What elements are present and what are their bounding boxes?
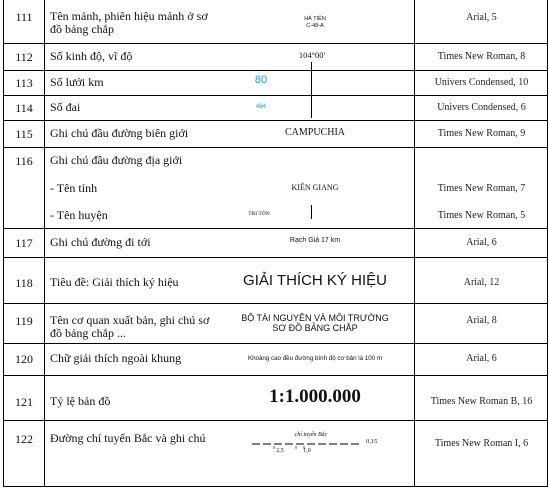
row-description: Ghi chú đường đi tới bbox=[50, 235, 151, 249]
sample-outside-note: Khoảng cao đều đường bình độ cơ bản là 100 m bbox=[247, 355, 383, 362]
tropic-gap-length: 1,0 bbox=[303, 448, 311, 454]
sample-legend-title: GIẢI THÍCH KÝ HIỆU bbox=[243, 272, 387, 289]
row-number: 118 bbox=[15, 276, 33, 290]
sample-sheet-name-line1: HÀ TIÊN bbox=[304, 16, 326, 22]
tropic-dash-length: 2,5 bbox=[276, 448, 284, 454]
row-number: 120 bbox=[15, 352, 33, 366]
row-description: Đường chí tuyến Bắc và ghi chú bbox=[50, 431, 206, 445]
column-divider bbox=[414, 0, 415, 486]
row-description: Số lưới km bbox=[50, 75, 104, 89]
row-description: - Tên huyện bbox=[50, 208, 108, 222]
row-number: 112 bbox=[15, 50, 33, 64]
row-divider bbox=[4, 303, 547, 304]
row-number: 111 bbox=[15, 10, 33, 24]
row-font-spec: Arial, 6 bbox=[466, 353, 497, 364]
row-font-spec: Arial, 5 bbox=[466, 12, 497, 23]
row-font-spec: Times New Roman B, 16 bbox=[430, 396, 533, 407]
sample-border-label: CAMPUCHIA bbox=[284, 127, 345, 138]
sample-road-destination: Rạch Giá 17 km bbox=[289, 237, 341, 244]
sample-sheet-name-line2: C-48-A bbox=[306, 23, 324, 29]
sample-province-label: KIÊN GIANG bbox=[291, 183, 339, 192]
row-divider bbox=[4, 375, 547, 376]
row-font-spec: Arial, 6 bbox=[466, 237, 497, 248]
boundary-tick bbox=[311, 205, 312, 219]
row-description: Số kinh độ, vĩ độ bbox=[50, 49, 133, 63]
row-number: 114 bbox=[15, 101, 33, 115]
sample-tropic-label: chí tuyến Bắc bbox=[294, 432, 328, 438]
row-font-spec: Univers Condensed, 10 bbox=[434, 77, 529, 88]
row-number: 121 bbox=[15, 395, 33, 409]
column-divider bbox=[44, 0, 45, 486]
row-description: Tỷ lệ bản đồ bbox=[50, 394, 111, 408]
row-number: 113 bbox=[15, 76, 33, 90]
tropic-line-width: 0,15 bbox=[366, 438, 378, 445]
row-description: - Tên tỉnh bbox=[50, 181, 98, 195]
row-number: 117 bbox=[15, 236, 33, 250]
row-description: Tên mảnh, phiên hiệu mảnh ở sơ đồ bảng chắp bbox=[50, 9, 208, 36]
row-font-spec: Univers Condensed, 6 bbox=[437, 102, 526, 113]
sample-longitude: 104°00' bbox=[298, 50, 326, 60]
row-description: Ghi chú đầu đường địa giới bbox=[50, 153, 183, 167]
sample-map-scale: 1:1.000.000 bbox=[269, 386, 361, 407]
sample-grid-number: 80 bbox=[254, 74, 268, 86]
row-number: 116 bbox=[15, 154, 33, 168]
sample-district-label: TRI TÔN bbox=[248, 211, 270, 217]
row-number: 122 bbox=[15, 432, 33, 446]
row-font-spec: Arial, 12 bbox=[463, 277, 500, 288]
row-description: Số đai bbox=[50, 100, 81, 114]
row-description: Ghi chú đầu đường biên giới bbox=[50, 126, 189, 140]
grid-line-tick bbox=[311, 70, 312, 118]
row-divider bbox=[4, 95, 547, 96]
row-font-spec: Times New Roman, 9 bbox=[437, 128, 526, 139]
symbol-table bbox=[3, 0, 548, 487]
row-divider bbox=[4, 70, 547, 71]
row-description: Tên cơ quan xuất bản, ghi chú sơ đồ bảng chắp ... bbox=[50, 313, 210, 340]
row-font-spec: Times New Roman I, 6 bbox=[434, 438, 529, 449]
row-divider bbox=[4, 257, 547, 258]
row-divider bbox=[4, 343, 547, 344]
sample-zone-number: 484 bbox=[255, 104, 266, 110]
row-divider bbox=[4, 120, 547, 121]
row-divider bbox=[4, 228, 547, 229]
sample-publisher bbox=[216, 313, 414, 333]
row-font-spec: Times New Roman, 7 bbox=[437, 183, 526, 194]
row-font-spec: Arial, 8 bbox=[466, 315, 497, 326]
row-divider bbox=[4, 43, 547, 44]
row-divider bbox=[4, 147, 547, 148]
row-divider bbox=[4, 420, 547, 421]
sample-sheet-name bbox=[216, 16, 414, 30]
row-font-spec: Times New Roman, 5 bbox=[437, 210, 526, 221]
row-number: 119 bbox=[15, 314, 33, 328]
row-font-spec: Times New Roman, 8 bbox=[437, 51, 526, 62]
row-number: 115 bbox=[15, 127, 33, 141]
row-description: Chữ giải thích ngoài khung bbox=[50, 351, 182, 365]
row-description: Tiêu đề: Giải thích ký hiệu bbox=[50, 275, 179, 289]
sample-publisher-line1: BỘ TÀI NGUYÊN VÀ MÔI TRƯỜNG bbox=[241, 313, 389, 323]
sample-publisher-line2: SƠ ĐỒ BẢNG CHẮP bbox=[272, 323, 358, 333]
